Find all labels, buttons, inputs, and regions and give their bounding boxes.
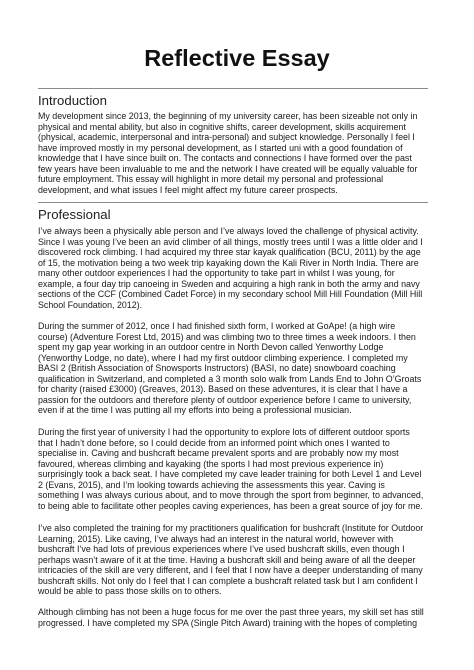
text-line: School Foundation, 2012). (38, 299, 143, 310)
text-line: to being able to facilitate other peoples caving experiences, has been a great source of joy for me. (38, 500, 423, 511)
text-line: that I hadn’t done before, so I could decide from an informed point which ones I wanted to (38, 437, 390, 448)
text-line: During the first year of university I had the opportunity to explore lots of different outdoor sports (38, 427, 410, 437)
text-line: example, a four day trip canoeing in Sweden and acquiring a high rank in both the army and navy (38, 278, 420, 289)
paragraph (38, 607, 438, 628)
text-line: qualification in Switzerland, and completed a 3 month solo walk from Lands End to John O’Groats (38, 373, 422, 384)
text-line: During the summer of 2012, once I had finished sixth form, I worked at GoApe! (a high wire (38, 321, 396, 331)
text-line: course) (Adventure Forest Ltd, 2015) and was climbing two to three times a week indoors. I then (38, 331, 416, 342)
document-title: Reflective Essay (144, 45, 330, 71)
text-line: knowledge that I have since built on. The contacts and connections I have formed over the past (38, 153, 412, 163)
text-line: spent my gap year working in an outdoor centre in North Devon called Yenworthy Lodge (38, 342, 384, 352)
text-line: sections of the CCF (Combined Cadet Force) in my secondary school Mill Hill Foundation (Mill Hill (38, 289, 423, 299)
text-line: Learning, 2015). Like caving, I’ve always had an interest in the natural world, however with (38, 533, 394, 544)
paragraph (38, 321, 438, 416)
section-divider (38, 88, 428, 89)
text-line: I’ve also completed the training for my practitioners qualification for bushcraft (Institute for Outdoor (38, 523, 424, 533)
text-line: (physical, academic, interpersonal and intra-personal) and subject knowledge. Personally I feel I (38, 132, 415, 142)
paragraph (38, 226, 438, 310)
text-line: something I was always curious about, and to move through the sport from beginner, to advanced, (38, 490, 424, 500)
text-line: intricacies of the skill are very different, and I feel that I now have a deeper understanding of many (38, 565, 423, 575)
text-line: (Yenworthy Lodge, no date), where I had my first outdoor climbing experience. I completed my (38, 352, 408, 363)
paragraph (38, 427, 438, 511)
text-line: perhaps wasn’t aware of it at the time. Having a bushcraft skill and being aware of all the deeper (38, 554, 416, 565)
text-line: future employment. This essay will highlight in more detail my personal and professional (38, 174, 384, 184)
text-line: of 15, the motivation being a two week trip kayaking down the Kali River in North India. There are (38, 257, 419, 268)
text-line: physical and mental ability, but also in cognitive shifts, career development, skills acquirement (38, 121, 406, 132)
text-line: I’ve always been a physically able person and I’ve always loved the challenge of physical activity. (38, 226, 419, 236)
text-line: for charity (raised £3000) (Greaves, 2013). Based on these adventures, it is clear that I have a (38, 384, 408, 394)
text-line: Although climbing has not been a huge focus for me over the past three years, my skill set has still (38, 607, 424, 617)
text-line: Since I was young I’ve been an avid climber of all things, mostly trees until I was a little older and I (38, 236, 423, 247)
paragraph (38, 523, 438, 597)
text-line: passion for the outdoors and therefore plenty of outdoor experience before I came to university, (38, 394, 412, 405)
section-divider (38, 202, 428, 203)
text-line: progressed. I have completed my SPA (Single Pitch Award) training with the hopes of completing (38, 617, 418, 628)
text-line: favoured, whereas climbing and kayaking (the sports I had most previous experience in) (38, 458, 384, 469)
section-heading-professional: Professional (38, 207, 111, 222)
text-line: 2 (Evans, 2015), and I’m looking towards achieving the assessments this year. Caving is (38, 479, 385, 490)
text-line: bushcraft I’ve had lots of previous experiences where I’ve used bushcraft skills, even though I (38, 544, 405, 554)
text-line: specialise in. Caving and bushcraft became prevalent sports and are probably now my most (38, 448, 399, 458)
text-line: many other outdoor experiences I had the opportunity to take part in whilst I was young, for (38, 268, 395, 278)
section-heading-introduction: Introduction (38, 93, 107, 108)
text-line: would be able to pass those skills on to others. (38, 586, 222, 596)
text-line: My development since 2013, the beginning of my university career, has been sizeable not only in (38, 111, 418, 121)
text-line: even if at the time I was putting all my efforts into being a professional musician. (38, 405, 352, 415)
text-line: discovered rock climbing. I had acquired my three star kayak qualification (BCU, 2011) by the age (38, 247, 421, 257)
text-line: bushcraft skills. Not only do I feel that I can complete a bushcraft related task but I am confident I (38, 575, 418, 586)
text-line: have improved mostly in my personal development, as I started uni with a good foundation of (38, 142, 403, 153)
text-line: surprisingly took a back seat. I have completed my cave leader training for both Level 1 and Level (38, 469, 422, 479)
text-line: development, and what issues I feel might affect my future career prospects. (38, 184, 338, 195)
paragraph (38, 111, 438, 195)
text-line: BASI 2 (British Association of Snowsports Instructors) (BASI, no date) snowboard coaching (38, 363, 396, 373)
text-line: few years have been invaluable to me and the network I have created will be equally valuable for (38, 163, 418, 174)
